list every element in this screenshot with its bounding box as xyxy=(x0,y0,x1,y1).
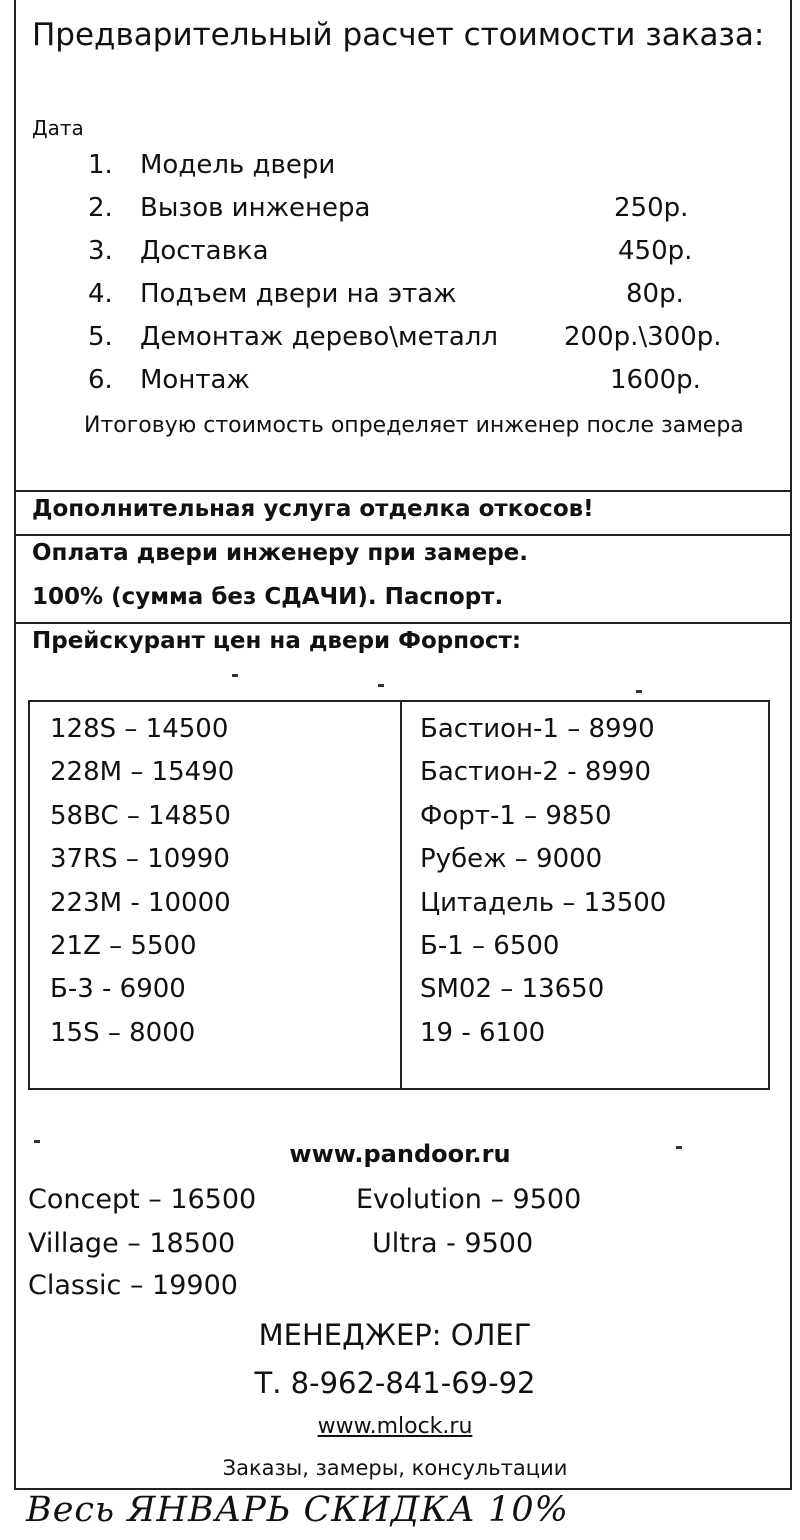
payment-line-1: Оплата двери инженеру при замере. xyxy=(32,540,528,566)
mlock-site-link[interactable]: www.mlock.ru xyxy=(317,1414,473,1439)
price-entry: Рубеж – 9000 xyxy=(420,844,603,875)
cost-item-label: Модель двери xyxy=(140,150,336,180)
cost-item-label: Монтаж xyxy=(140,365,250,395)
cost-item-number: 1. xyxy=(88,150,113,180)
cost-item xyxy=(0,150,800,190)
scan-speck xyxy=(232,674,238,677)
price-entry: 15S – 8000 xyxy=(50,1017,196,1048)
cost-item-number: 2. xyxy=(88,193,113,223)
price-entry: Б-1 – 6500 xyxy=(420,931,560,962)
price-entry: Б-3 - 6900 xyxy=(50,974,186,1005)
document-title: Предварительный расчет стоимости заказа: xyxy=(32,17,765,53)
cost-item-price: 450р. xyxy=(618,236,693,266)
cost-item-label: Вызов инженера xyxy=(140,193,371,223)
cost-item xyxy=(0,365,800,405)
payment-line-2: 100% (сумма без СДАЧИ). Паспорт. xyxy=(32,584,504,610)
pandoor-price: Evolution – 9500 xyxy=(356,1184,582,1215)
pandoor-price: Concept – 16500 xyxy=(28,1184,257,1215)
divider xyxy=(14,534,792,536)
price-entry: 21Z – 5500 xyxy=(50,931,197,962)
cost-item-number: 3. xyxy=(88,236,113,266)
pandoor-price: Village – 18500 xyxy=(28,1228,236,1259)
cost-item xyxy=(0,193,800,233)
price-entry: SM02 – 13650 xyxy=(420,974,605,1005)
cost-item-label: Демонтаж дерево\металл xyxy=(140,322,498,352)
date-label: Дата xyxy=(32,116,84,140)
cost-item-number: 6. xyxy=(88,365,113,395)
price-entry: Форт-1 – 9850 xyxy=(420,800,612,831)
pricelist-left-column xyxy=(50,708,234,1055)
pandoor-site: www.pandoor.ru xyxy=(289,1140,511,1168)
price-entry: 19 - 6100 xyxy=(420,1017,546,1048)
price-entry: Цитадель – 13500 xyxy=(420,887,667,918)
services-line: Заказы, замеры, консультации xyxy=(222,1456,568,1480)
final-cost-note: Итоговую стоимость определяет инженер после замера xyxy=(84,413,744,438)
divider xyxy=(14,490,792,492)
price-entry: 228M – 15490 xyxy=(50,757,235,788)
extra-service-note: Дополнительная услуга отделка откосов! xyxy=(32,496,594,522)
divider xyxy=(14,622,792,624)
manager-phone: Т. 8-962-841-69-92 xyxy=(254,1366,536,1400)
handwritten-discount-note: Весь ЯНВАРЬ СКИДКА 10% xyxy=(26,1490,569,1530)
price-entry: Бастион-2 - 8990 xyxy=(420,757,652,788)
pricelist-table xyxy=(28,700,770,1090)
pandoor-price: Classic – 19900 xyxy=(28,1270,238,1301)
price-entry: 128S – 14500 xyxy=(50,714,229,744)
cost-item-number: 5. xyxy=(88,322,113,352)
manager-name: МЕНЕДЖЕР: ОЛЕГ xyxy=(258,1318,532,1352)
cost-item-number: 4. xyxy=(88,279,113,309)
scan-speck xyxy=(378,684,384,687)
scan-speck xyxy=(636,690,642,693)
cost-item-label: Доставка xyxy=(140,236,269,266)
pricelist-right-column xyxy=(420,708,666,1055)
cost-item-price: 1600р. xyxy=(610,365,701,395)
cost-item-price: 200р.\300р. xyxy=(564,322,722,352)
pricelist-column-divider xyxy=(400,702,402,1088)
cost-item xyxy=(0,279,800,319)
pricelist-title: Прейскурант цен на двери Форпост: xyxy=(32,628,522,654)
price-entry: 58BC – 14850 xyxy=(50,800,231,831)
cost-item-price: 250р. xyxy=(614,193,689,223)
price-entry: 37RS – 10990 xyxy=(50,844,230,875)
cost-item-label: Подъем двери на этаж xyxy=(140,279,457,309)
price-entry: 223M - 10000 xyxy=(50,887,231,918)
cost-item xyxy=(0,236,800,276)
pandoor-price: Ultra - 9500 xyxy=(372,1228,534,1259)
price-entry: Бастион-1 – 8990 xyxy=(420,714,655,744)
cost-item xyxy=(0,322,800,362)
cost-item-price: 80р. xyxy=(626,279,684,309)
